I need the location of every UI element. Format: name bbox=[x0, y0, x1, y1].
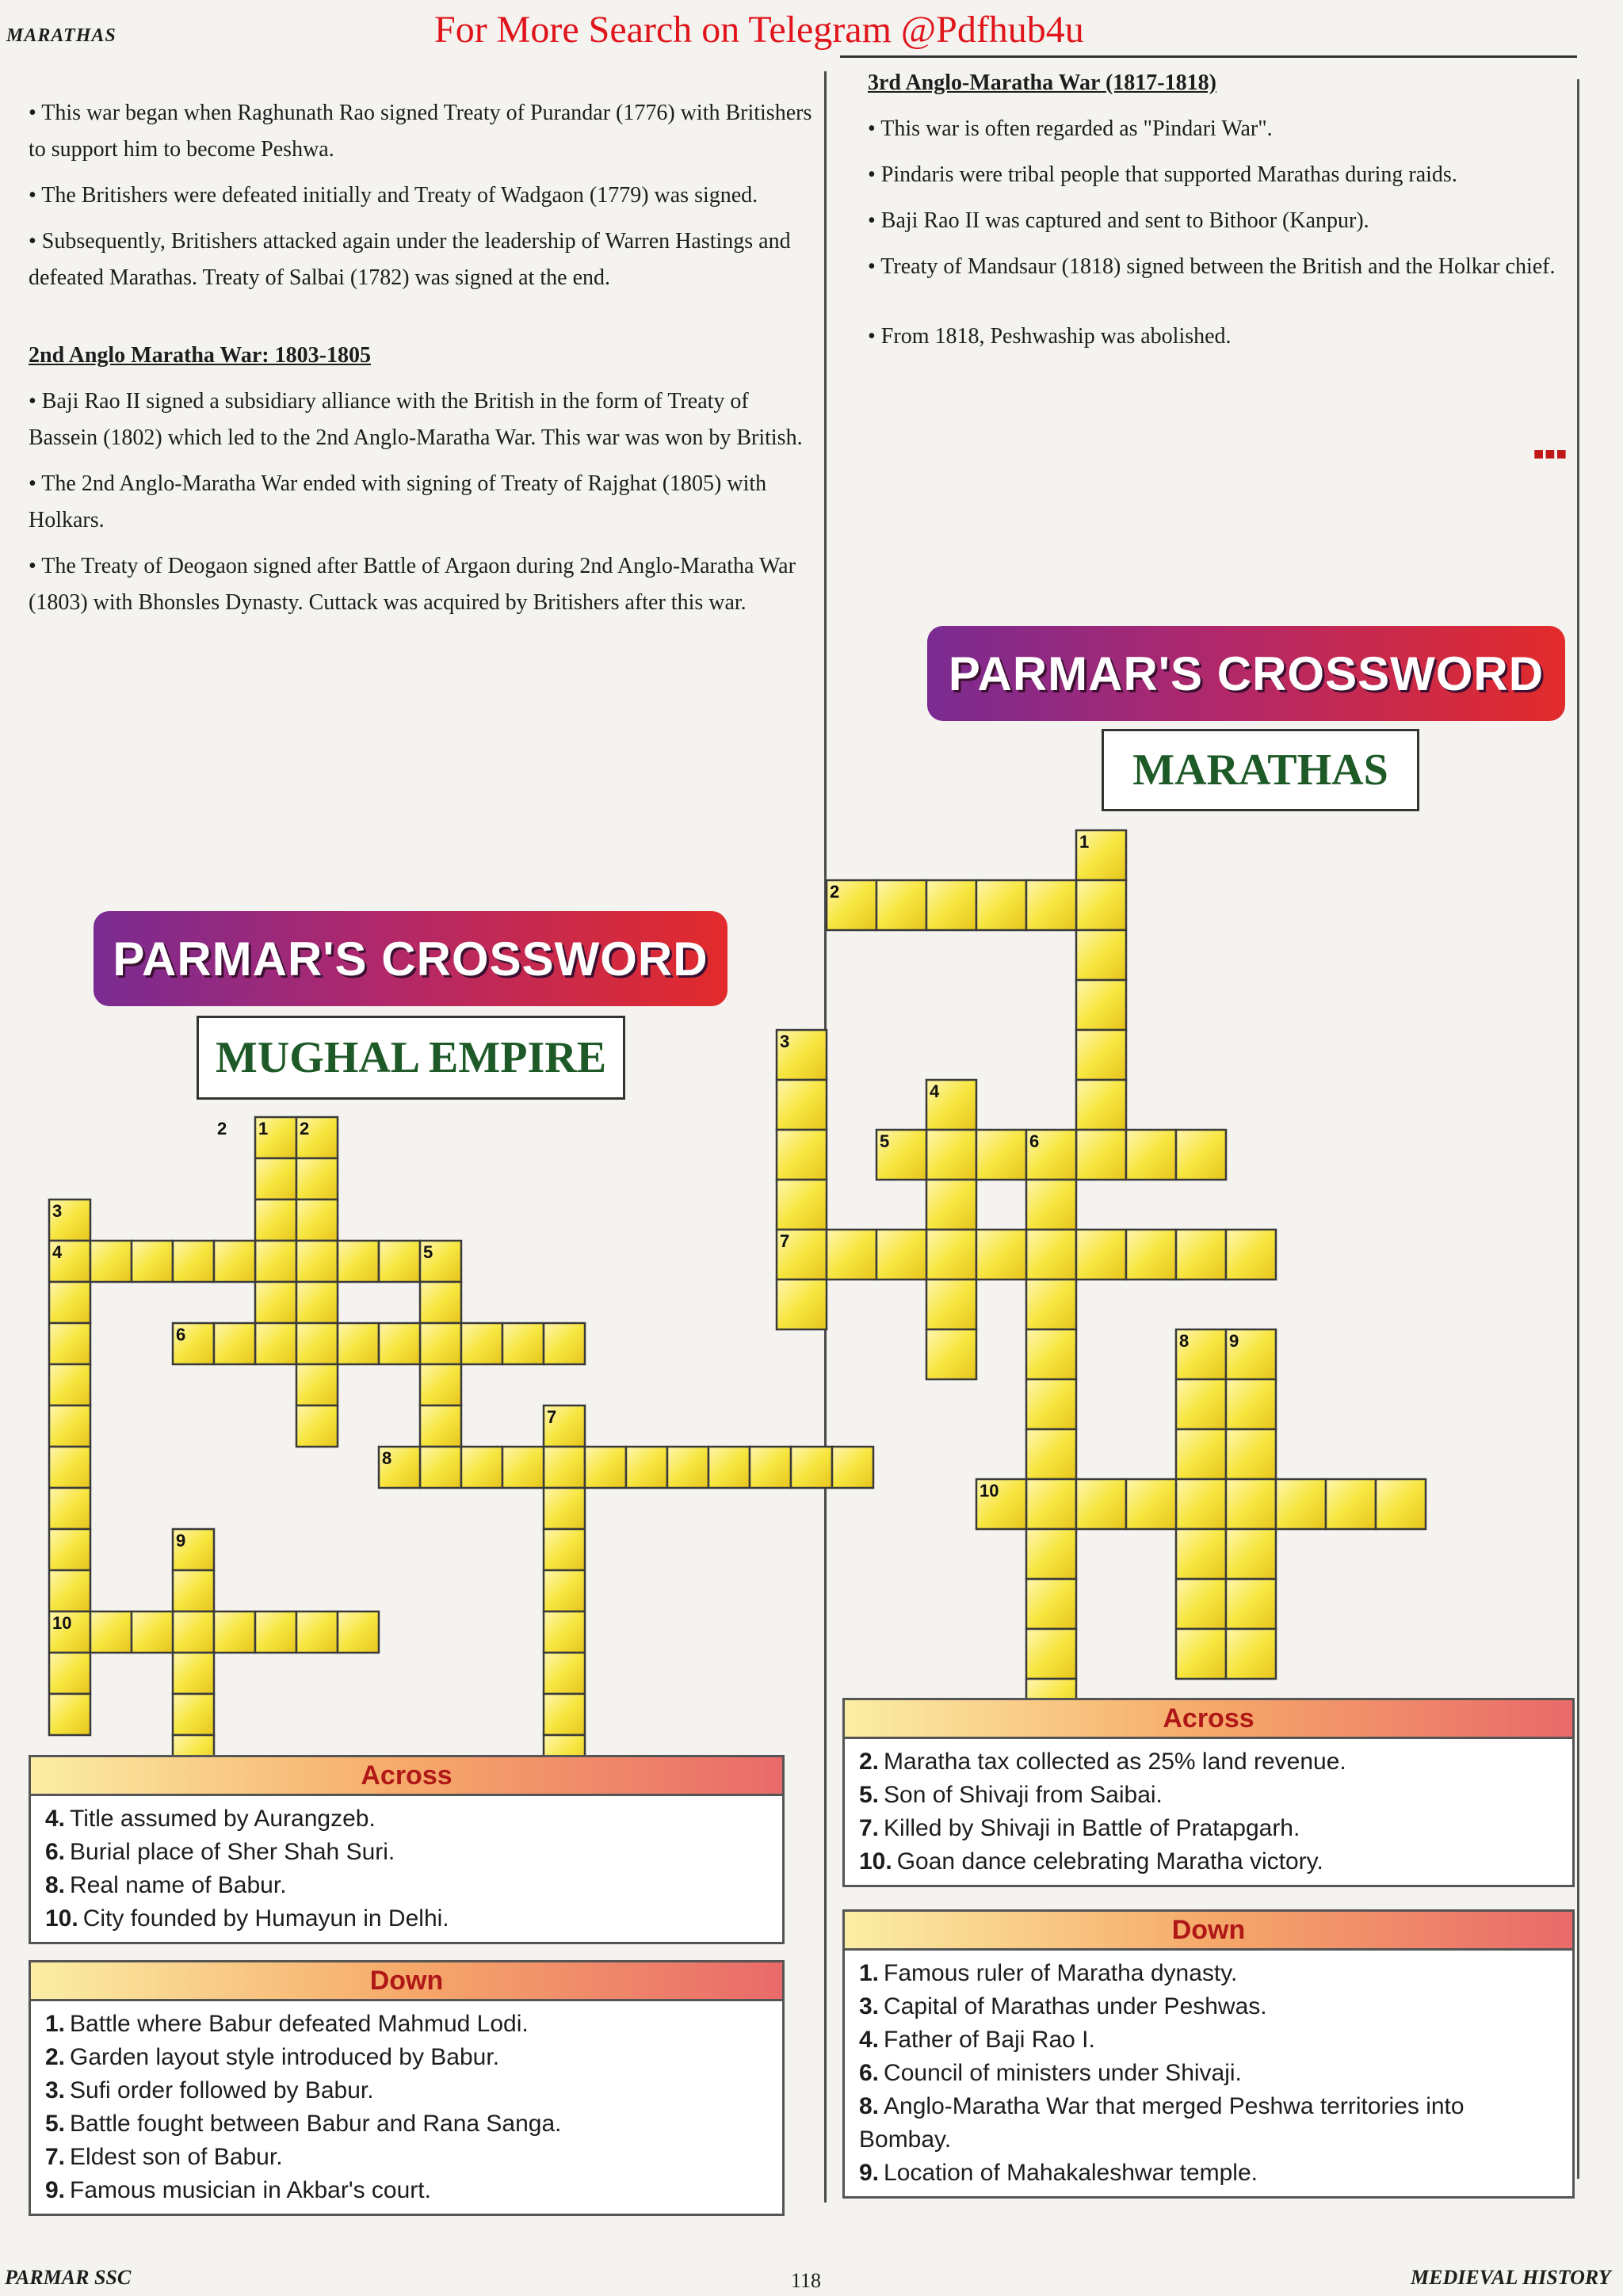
clue-item bbox=[45, 1869, 768, 1902]
crossword-cell[interactable] bbox=[750, 1447, 791, 1488]
section-heading: 3rd Anglo-Maratha War (1817-1818) bbox=[868, 71, 1216, 95]
paragraph: • This war is often regarded as "Pindari War". bbox=[868, 116, 1273, 141]
crossword-cell[interactable] bbox=[926, 1130, 976, 1180]
crossword-cell[interactable] bbox=[777, 1080, 827, 1130]
clue-item bbox=[45, 2141, 768, 2174]
crossword-banner-left: PARMAR'S CROSSWORD bbox=[94, 911, 727, 1006]
clue-item bbox=[45, 2174, 768, 2207]
across-clues-left bbox=[29, 1755, 785, 1944]
crossword-cell[interactable] bbox=[1026, 1529, 1076, 1579]
clue-text: Anglo-Maratha War that merged Peshwa territories into Bombay. bbox=[859, 2093, 1465, 2153]
crossword-cell[interactable] bbox=[49, 1653, 90, 1694]
clue-number: 10. bbox=[45, 1905, 78, 1932]
crossword-grid-mughal bbox=[0, 0, 824, 1743]
crossword-cell[interactable] bbox=[461, 1447, 502, 1488]
crossword-cell[interactable] bbox=[255, 1282, 296, 1323]
crossword-cell[interactable] bbox=[173, 1611, 214, 1653]
crossword-cell[interactable] bbox=[49, 1282, 90, 1323]
across-heading: Across bbox=[845, 1700, 1572, 1739]
crossword-cell[interactable] bbox=[420, 1282, 461, 1323]
crossword-cell[interactable] bbox=[173, 1653, 214, 1694]
crossword-cell[interactable] bbox=[1176, 1579, 1226, 1629]
clue-text: Location of Mahakaleshwar temple. bbox=[884, 2160, 1258, 2186]
clue-number: 8. bbox=[859, 2093, 880, 2119]
down-heading: Down bbox=[31, 1962, 782, 2001]
crossword-cell[interactable] bbox=[49, 1570, 90, 1611]
clue-text: Eldest son of Babur. bbox=[70, 2144, 283, 2170]
page-number: 118 bbox=[791, 2269, 822, 2292]
down-clues-right bbox=[842, 1909, 1575, 2199]
crossword-cell[interactable] bbox=[1026, 880, 1076, 930]
clue-number-label: 8 bbox=[1179, 1331, 1190, 1351]
paragraph: • Baji Rao II was captured and sent to Bithoor (Kanpur). bbox=[868, 208, 1369, 233]
crossword-cell[interactable] bbox=[1176, 1429, 1226, 1479]
crossword-cell[interactable] bbox=[1126, 1130, 1176, 1180]
crossword-cell[interactable] bbox=[420, 1405, 461, 1447]
crossword-cell[interactable] bbox=[1176, 1379, 1226, 1429]
crossword-cell[interactable] bbox=[1176, 1479, 1226, 1529]
crossword-cell[interactable] bbox=[173, 1694, 214, 1735]
across-heading: Across bbox=[31, 1757, 782, 1796]
crossword-cell[interactable] bbox=[544, 1323, 585, 1364]
paragraph: • Pindaris were tribal people that supported Marathas during raids. bbox=[868, 162, 1457, 187]
crossword-cell[interactable] bbox=[1176, 1529, 1226, 1579]
crossword-cell[interactable] bbox=[976, 1130, 1026, 1180]
crossword-cell[interactable] bbox=[502, 1323, 544, 1364]
crossword-topic-left: MUGHAL EMPIRE bbox=[197, 1016, 625, 1100]
crossword-cell[interactable] bbox=[49, 1488, 90, 1529]
clue-number-label: 1 bbox=[1079, 832, 1090, 852]
clue-number-label: 4 bbox=[52, 1242, 63, 1262]
clue-text: Famous ruler of Maratha dynasty. bbox=[884, 1960, 1238, 1986]
crossword-cell[interactable] bbox=[1076, 1080, 1126, 1130]
clue-number-label: 9 bbox=[176, 1531, 186, 1550]
clue-number-label: 5 bbox=[423, 1242, 433, 1262]
crossword-cell[interactable] bbox=[1076, 1130, 1126, 1180]
clue-item bbox=[859, 2023, 1558, 2057]
clue-number: 2. bbox=[45, 2044, 66, 2070]
clue-number: 6. bbox=[859, 2060, 880, 2086]
clue-number: 6. bbox=[45, 1839, 66, 1865]
crossword-cell[interactable] bbox=[173, 1241, 214, 1282]
crossword-cell[interactable] bbox=[777, 1130, 827, 1180]
clue-number-label: 2 bbox=[300, 1119, 310, 1138]
clue-number-label: 9 bbox=[1229, 1331, 1239, 1351]
crossword-cell[interactable] bbox=[1126, 1230, 1176, 1280]
crossword-cell[interactable] bbox=[461, 1323, 502, 1364]
crossword-cell[interactable] bbox=[1226, 1379, 1276, 1429]
clue-item bbox=[859, 2157, 1558, 2190]
clue-item bbox=[859, 1990, 1558, 2023]
clue-number: 4. bbox=[859, 2027, 880, 2053]
crossword-cell[interactable] bbox=[1226, 1629, 1276, 1679]
clue-number-label: 5 bbox=[880, 1131, 890, 1151]
clue-number-label: 6 bbox=[1029, 1131, 1040, 1151]
crossword-cell[interactable] bbox=[255, 1323, 296, 1364]
crossword-cell[interactable] bbox=[926, 1180, 976, 1230]
clue-number-label: 7 bbox=[780, 1231, 790, 1251]
crossword-cell[interactable] bbox=[1026, 1230, 1076, 1280]
clue-item bbox=[45, 2074, 768, 2107]
paragraph: • The Britishers were defeated initially and Treaty of Wadgaon (1779) was signed. bbox=[29, 183, 758, 208]
crossword-cell[interactable] bbox=[544, 1653, 585, 1694]
crossword-cell[interactable] bbox=[49, 1405, 90, 1447]
footer-right: MEDIEVAL HISTORY bbox=[1411, 2266, 1611, 2289]
clue-number: 1. bbox=[859, 1960, 880, 1986]
clue-number: 3. bbox=[45, 2077, 66, 2103]
crossword-cell[interactable] bbox=[49, 1694, 90, 1735]
clue-item bbox=[859, 1845, 1558, 1878]
paragraph: • The Treaty of Deogaon signed after Battle of Argaon during 2nd Anglo-Maratha War (1803) with Bhonsles Dynasty. Cuttack was acquired by Britishers after this war. bbox=[29, 554, 796, 615]
crossword-cell[interactable] bbox=[1076, 980, 1126, 1030]
crossword-cell[interactable] bbox=[132, 1611, 173, 1653]
crossword-cell[interactable] bbox=[90, 1611, 132, 1653]
crossword-cell[interactable] bbox=[1226, 1579, 1276, 1629]
clue-number-label: 2 bbox=[830, 882, 840, 902]
clue-number-label: 10 bbox=[52, 1613, 72, 1633]
crossword-cell[interactable] bbox=[1076, 1479, 1126, 1529]
crossword-cell[interactable] bbox=[544, 1488, 585, 1529]
crossword-cell[interactable] bbox=[777, 1280, 827, 1329]
clue-item bbox=[859, 1779, 1558, 1812]
clue-number: 2. bbox=[859, 1749, 880, 1775]
crossword-cell[interactable] bbox=[420, 1447, 461, 1488]
paragraph: • This war began when Raghunath Rao signed Treaty of Purandar (1776) with Britishers to support him to become Peshwa. bbox=[29, 101, 812, 162]
crossword-cell[interactable] bbox=[1176, 1130, 1226, 1180]
crossword-cell[interactable] bbox=[926, 1280, 976, 1329]
clue-text: Killed by Shivaji in Battle of Pratapgarh. bbox=[884, 1815, 1300, 1841]
crossword-cell[interactable] bbox=[1276, 1479, 1326, 1529]
clue-item bbox=[859, 2057, 1558, 2090]
clue-number-label: 10 bbox=[980, 1481, 999, 1501]
crossword-cell[interactable] bbox=[255, 1158, 296, 1199]
section-heading: 2nd Anglo Maratha War: 1803-1805 bbox=[29, 343, 371, 368]
crossword-cell[interactable] bbox=[296, 1405, 338, 1447]
crossword-cell[interactable] bbox=[544, 1694, 585, 1735]
crossword-cell[interactable] bbox=[1226, 1230, 1276, 1280]
crossword-cell[interactable] bbox=[626, 1447, 667, 1488]
clue-item bbox=[45, 1902, 768, 1936]
down-heading: Down bbox=[845, 1912, 1572, 1951]
clue-item bbox=[45, 2041, 768, 2074]
clue-number-label: 4 bbox=[930, 1081, 940, 1101]
clue-text: Goan dance celebrating Maratha victory. bbox=[896, 1848, 1323, 1875]
clue-text: Council of ministers under Shivaji. bbox=[884, 2060, 1242, 2086]
crossword-cell[interactable] bbox=[255, 1199, 296, 1241]
crossword-cell[interactable] bbox=[379, 1241, 420, 1282]
crossword-cell[interactable] bbox=[1026, 1329, 1076, 1379]
crossword-grid-marathas bbox=[780, 0, 1623, 1743]
crossword-cell[interactable] bbox=[296, 1241, 338, 1282]
clue-item bbox=[859, 1957, 1558, 1990]
down-clues-left bbox=[29, 1960, 785, 2216]
crossword-cell[interactable] bbox=[1026, 1479, 1076, 1529]
crossword-cell[interactable] bbox=[827, 1230, 876, 1280]
crossword-cell[interactable] bbox=[876, 880, 926, 930]
crossword-banner-right: PARMAR'S CROSSWORD bbox=[927, 626, 1565, 721]
crossword-cell[interactable] bbox=[49, 1447, 90, 1488]
clue-number: 8. bbox=[45, 1872, 66, 1898]
crossword-cell[interactable] bbox=[1026, 1280, 1076, 1329]
clue-number: 1. bbox=[45, 2011, 66, 2037]
crossword-cell[interactable] bbox=[976, 880, 1026, 930]
crossword-cell[interactable] bbox=[49, 1323, 90, 1364]
crossword-cell[interactable] bbox=[1076, 1030, 1126, 1080]
crossword-cell[interactable] bbox=[1076, 930, 1126, 980]
crossword-cell[interactable] bbox=[667, 1447, 708, 1488]
crossword-cell[interactable] bbox=[296, 1199, 338, 1241]
clue-text: Son of Shivaji from Saibai. bbox=[884, 1782, 1163, 1808]
clue-text: Father of Baji Rao I. bbox=[884, 2027, 1095, 2053]
crossword-cell[interactable] bbox=[90, 1241, 132, 1282]
crossword-cell[interactable] bbox=[926, 1230, 976, 1280]
clue-number: 9. bbox=[45, 2177, 66, 2203]
crossword-cell[interactable] bbox=[1176, 1230, 1226, 1280]
paragraph: • Subsequently, Britishers attacked again under the leadership of Warren Hastings and defeated Marathas. Treaty of Salbai (1782) was signed at the end. bbox=[29, 229, 791, 290]
paragraph: • The 2nd Anglo-Maratha War ended with signing of Treaty of Rajghat (1805) with Holkars. bbox=[29, 471, 767, 532]
crossword-cell[interactable] bbox=[544, 1447, 585, 1488]
running-header: MARATHAS bbox=[6, 25, 116, 46]
crossword-cell[interactable] bbox=[420, 1364, 461, 1405]
crossword-cell[interactable] bbox=[296, 1611, 338, 1653]
clue-number: 4. bbox=[45, 1806, 66, 1832]
crossword-cell[interactable] bbox=[420, 1323, 461, 1364]
clue-text: Battle fought between Babur and Rana Sanga. bbox=[70, 2111, 562, 2137]
crossword-cell[interactable] bbox=[1026, 1429, 1076, 1479]
clue-number-label: 3 bbox=[780, 1032, 790, 1051]
crossword-cell[interactable] bbox=[1326, 1479, 1376, 1529]
clue-text: City founded by Humayun in Delhi. bbox=[82, 1905, 449, 1932]
clue-number-label: 3 bbox=[52, 1201, 63, 1221]
crossword-cell[interactable] bbox=[1176, 1629, 1226, 1679]
crossword-cell[interactable] bbox=[255, 1611, 296, 1653]
paragraph: • Baji Rao II signed a subsidiary alliance with the British in the form of Treaty of Bassein (1802) which led to the 2nd Anglo-Maratha War. This war was won by British. bbox=[29, 389, 803, 450]
crossword-cell[interactable] bbox=[49, 1529, 90, 1570]
clue-item bbox=[45, 1802, 768, 1836]
clue-text: Capital of Marathas under Peshwas. bbox=[884, 1993, 1267, 2019]
clue-number-label: 8 bbox=[382, 1448, 392, 1468]
crossword-cell[interactable] bbox=[544, 1570, 585, 1611]
telegram-note: For More Search on Telegram @Pdfhub4u bbox=[434, 9, 1084, 51]
crossword-topic-right: MARATHAS bbox=[1102, 729, 1419, 811]
crossword-cell[interactable] bbox=[296, 1282, 338, 1323]
paragraph: • From 1818, Peshwaship was abolished. bbox=[868, 324, 1232, 349]
crossword-cell[interactable] bbox=[1026, 1579, 1076, 1629]
clue-item bbox=[859, 1745, 1558, 1779]
crossword-cell[interactable] bbox=[1226, 1429, 1276, 1479]
clue-number-label: 6 bbox=[176, 1325, 186, 1344]
crossword-cell[interactable] bbox=[1026, 1379, 1076, 1429]
crossword-cell[interactable] bbox=[1126, 1479, 1176, 1529]
crossword-cell[interactable] bbox=[338, 1323, 379, 1364]
clue-text: Maratha tax collected as 25% land revenue. bbox=[884, 1749, 1346, 1775]
clue-text: Real name of Babur. bbox=[70, 1872, 287, 1898]
crossword-cell[interactable] bbox=[1026, 1629, 1076, 1679]
clue-item bbox=[45, 2008, 768, 2041]
crossword-cell[interactable] bbox=[1076, 880, 1126, 930]
crossword-cell[interactable] bbox=[214, 1611, 255, 1653]
crossword-cell[interactable] bbox=[296, 1364, 338, 1405]
clue-text: Title assumed by Aurangzeb. bbox=[70, 1806, 376, 1832]
crossword-cell[interactable] bbox=[49, 1364, 90, 1405]
clue-number: 5. bbox=[45, 2111, 66, 2137]
crossword-cell[interactable] bbox=[1076, 1230, 1126, 1280]
clue-number: 5. bbox=[859, 1782, 880, 1808]
crossword-cell[interactable] bbox=[777, 1180, 827, 1230]
crossword-cell[interactable] bbox=[502, 1447, 544, 1488]
crossword-cell[interactable] bbox=[976, 1230, 1026, 1280]
crossword-cell[interactable] bbox=[173, 1570, 214, 1611]
crossword-cell[interactable] bbox=[338, 1241, 379, 1282]
crossword-cell[interactable] bbox=[926, 1329, 976, 1379]
crossword-cell[interactable] bbox=[296, 1323, 338, 1364]
crossword-cell[interactable] bbox=[296, 1158, 338, 1199]
clue-number: 7. bbox=[859, 1815, 880, 1841]
crossword-cell[interactable] bbox=[708, 1447, 750, 1488]
clue-text: Sufi order followed by Babur. bbox=[70, 2077, 374, 2103]
crossword-cell[interactable] bbox=[214, 1323, 255, 1364]
crossword-cell[interactable] bbox=[132, 1241, 173, 1282]
clue-text: Burial place of Sher Shah Suri. bbox=[70, 1839, 395, 1865]
crossword-cell[interactable] bbox=[1376, 1479, 1426, 1529]
clue-number-label: 2 bbox=[217, 1119, 227, 1138]
crossword-cell[interactable] bbox=[926, 880, 976, 930]
crossword-cell[interactable] bbox=[1026, 1180, 1076, 1230]
clue-number: 10. bbox=[859, 1848, 892, 1875]
clue-item bbox=[45, 1836, 768, 1869]
clue-item bbox=[45, 2107, 768, 2141]
footer-left: PARMAR SSC bbox=[5, 2266, 132, 2289]
clue-number: 9. bbox=[859, 2160, 880, 2186]
clue-text: Battle where Babur defeated Mahmud Lodi. bbox=[70, 2011, 529, 2037]
crossword-cell[interactable] bbox=[214, 1241, 255, 1282]
clue-item bbox=[859, 1812, 1558, 1845]
crossword-cell[interactable] bbox=[544, 1529, 585, 1570]
clue-number-label: 7 bbox=[547, 1407, 557, 1427]
crossword-cell[interactable] bbox=[1226, 1479, 1276, 1529]
clue-text: Famous musician in Akbar's court. bbox=[70, 2177, 431, 2203]
crossword-cell[interactable] bbox=[255, 1241, 296, 1282]
clue-number-label: 1 bbox=[258, 1119, 269, 1138]
crossword-cell[interactable] bbox=[338, 1611, 379, 1653]
crossword-cell[interactable] bbox=[876, 1230, 926, 1280]
end-mark: ■■■ bbox=[1533, 444, 1568, 463]
across-clues-right bbox=[842, 1698, 1575, 1887]
paragraph: • Treaty of Mandsaur (1818) signed between the British and the Holkar chief. bbox=[868, 254, 1556, 279]
clue-number: 7. bbox=[45, 2144, 66, 2170]
clue-text: Garden layout style introduced by Babur. bbox=[70, 2044, 500, 2070]
crossword-cell[interactable] bbox=[585, 1447, 626, 1488]
clue-item bbox=[859, 2090, 1558, 2157]
crossword-cell[interactable] bbox=[544, 1611, 585, 1653]
crossword-cell[interactable] bbox=[1226, 1529, 1276, 1579]
crossword-cell[interactable] bbox=[379, 1323, 420, 1364]
clue-number: 3. bbox=[859, 1993, 880, 2019]
